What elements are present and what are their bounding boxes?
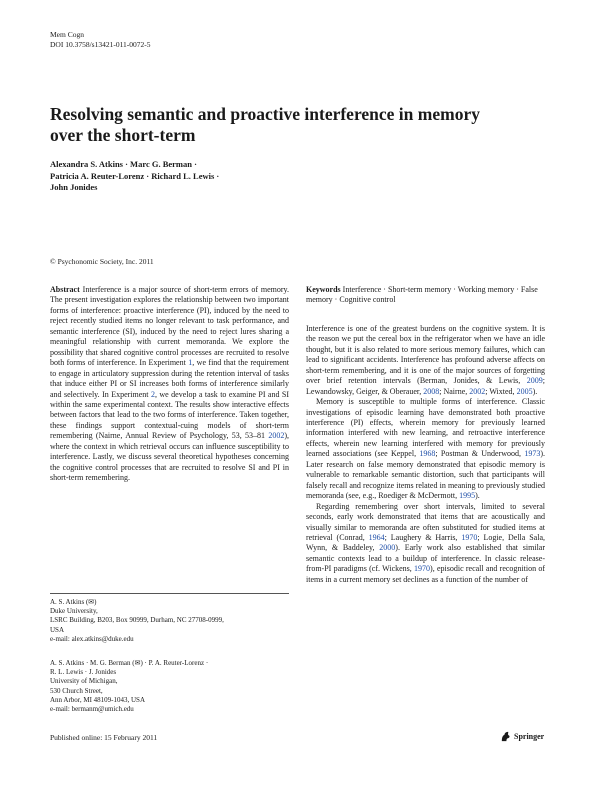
body-paragraph: Regarding remembering over short intervals, limited to several seconds, early work demonstrated that items that are acoustically and visually similar to memoranda are often substituted for studied items at retrieval (Conrad, 1964; Laughery & Harris, 1970; Logie, Della Sala, Wynn, & Baddeley, 2000). Early work also established that similar semantic contexts lead to a buildup of interference. In classic release-from-PI paradigms (cf. Wickens, 1970), episodic recall and recognition of items in a current memory set declines as a function of the number of	[306, 501, 546, 584]
citation-link[interactable]: 1995	[459, 491, 476, 501]
experiment-link[interactable]: 1	[188, 358, 193, 368]
email-link[interactable]: e-mail: alex.atkins@duke.edu	[50, 634, 134, 643]
citation-link[interactable]: 1970	[461, 532, 478, 542]
citation-link[interactable]: 1970	[414, 564, 431, 574]
springer-horse-icon	[500, 731, 511, 742]
citation-link[interactable]: 2005	[516, 386, 533, 396]
citation-link[interactable]: 2008	[423, 386, 440, 396]
email-link[interactable]: e-mail: bermanm@umich.edu	[50, 705, 134, 714]
citation-link[interactable]: 1964	[368, 532, 385, 542]
experiment-link[interactable]: 2	[150, 389, 155, 399]
footnote-divider	[50, 593, 289, 594]
abstract-label: Abstract	[50, 285, 80, 294]
keywords: Keywords Interference · Short-term memory · Working memory · False memory · Cognitive control	[306, 285, 538, 305]
citation-link[interactable]: 2000	[379, 543, 396, 553]
journal-header	[50, 30, 151, 50]
citation-link[interactable]: 2009	[526, 376, 543, 386]
publisher-logo	[500, 731, 544, 742]
abstract: Abstract Interference is a major source of short-term errors of memory. The present investigation explores the relationship between two important forms of interference: proactive interference (PI), induced by the need to reject recently studied items no longer relevant to task performance, and semantic interference (SI), induced by the need to reject lures sharing a meaningful relationship with current memoranda. We explore the possibility that shared cognitive control processes are recruited to resolve both forms of interference. In Experiment 1, we find that the requirement to engage in articulatory suppression during the retention interval of tasks that induce either PI or SI increases both forms of interference similarly and selectively. In Experiment 2, we develop a task to examine PI and SI within the same experimental context. The results show interactive effects between factors that lead to the two forms of interference. Taken together, these findings support contextual-cuing models of short-term remembering (Nairne, Annual Review of Psychology, 53, 53–81 2002), where the context in which retrieval occurs can influence susceptibility to interference. Lastly, we discuss several theoretical hypotheses concerning the cognitive control processes that are recruited to resolve SI and PI in short-term remembering.	[50, 285, 290, 483]
citation-link[interactable]: 2002	[268, 431, 285, 441]
author-list	[50, 159, 219, 194]
body-paragraph: Interference is one of the greatest burdens on the cognitive system. It is the reason we put the cereal box in the refrigerator when we have an idle thought, but it is also related to more serious memory failures, which can lead to significant accidents. Interference has profound adverse affects on short-term remembering, and it is one of the major sources of forgetting over brief retention intervals (Berman, Jonides, & Lewis, 2009; Lewandowsky, Geiger, & Oberauer, 2008; Nairne, 2002; Wixted, 2005).	[306, 323, 545, 396]
keywords-label: Keywords	[306, 285, 341, 294]
citation-link[interactable]: 2002	[469, 386, 486, 396]
author-line: John Jonides	[50, 182, 98, 192]
article-title: Resolving semantic and proactive interference in memory over the short-term	[50, 104, 480, 145]
doi: DOI 10.3758/s13421-011-0072-5	[50, 40, 151, 49]
published-date: Published online: 15 February 2011	[50, 733, 158, 742]
author-line: Alexandra S. Atkins · Marc G. Berman ·	[50, 159, 197, 169]
body-paragraph: Memory is susceptible to multiple forms of interference. Classic investigations of episodic learning have demonstrated both proactive interference (PI) effects, wherein memory for previously learned information interfered with new learning, and retroactive interference effects, wherein new learning interfered with memory for previously learned associations (see Keppel, 1968; Postman & Underwood, 1973). Later research on false memory demonstrated that episodic memory is vulnerable to remarkable semantic distortion, such that participants will falsely recall and recognize items related in meaning to previously studied memoranda (see, e.g., Roediger & McDermott, 1995).	[306, 397, 545, 501]
abstract-column	[50, 285, 289, 484]
affiliation-block: A. S. Atkins · M. G. Berman (✉) · P. A. Reuter-Lorenz · R. L. Lewis · J. Jonides University of Michigan, 530 Church Street, Ann Arbor, MI 48109-1043, USA e-mail: bermanm@umich.edu	[50, 659, 289, 714]
affiliation-block: A. S. Atkins (✉) Duke University, LSRC Building, B203, Box 90999, Durham, NC 27708-0999, USA e-mail: alex.atkins@duke.edu	[50, 598, 289, 644]
citation-link[interactable]: 1968	[419, 449, 436, 459]
publisher-name: Springer	[514, 732, 545, 741]
body-column	[306, 285, 545, 585]
author-line: Patricia A. Reuter-Lorenz · Richard L. Lewis ·	[50, 170, 220, 181]
journal-name: Mem Cogn	[50, 30, 84, 39]
citation-link[interactable]: 1973	[524, 449, 541, 459]
copyright-notice: © Psychonomic Society, Inc. 2011	[50, 257, 154, 266]
